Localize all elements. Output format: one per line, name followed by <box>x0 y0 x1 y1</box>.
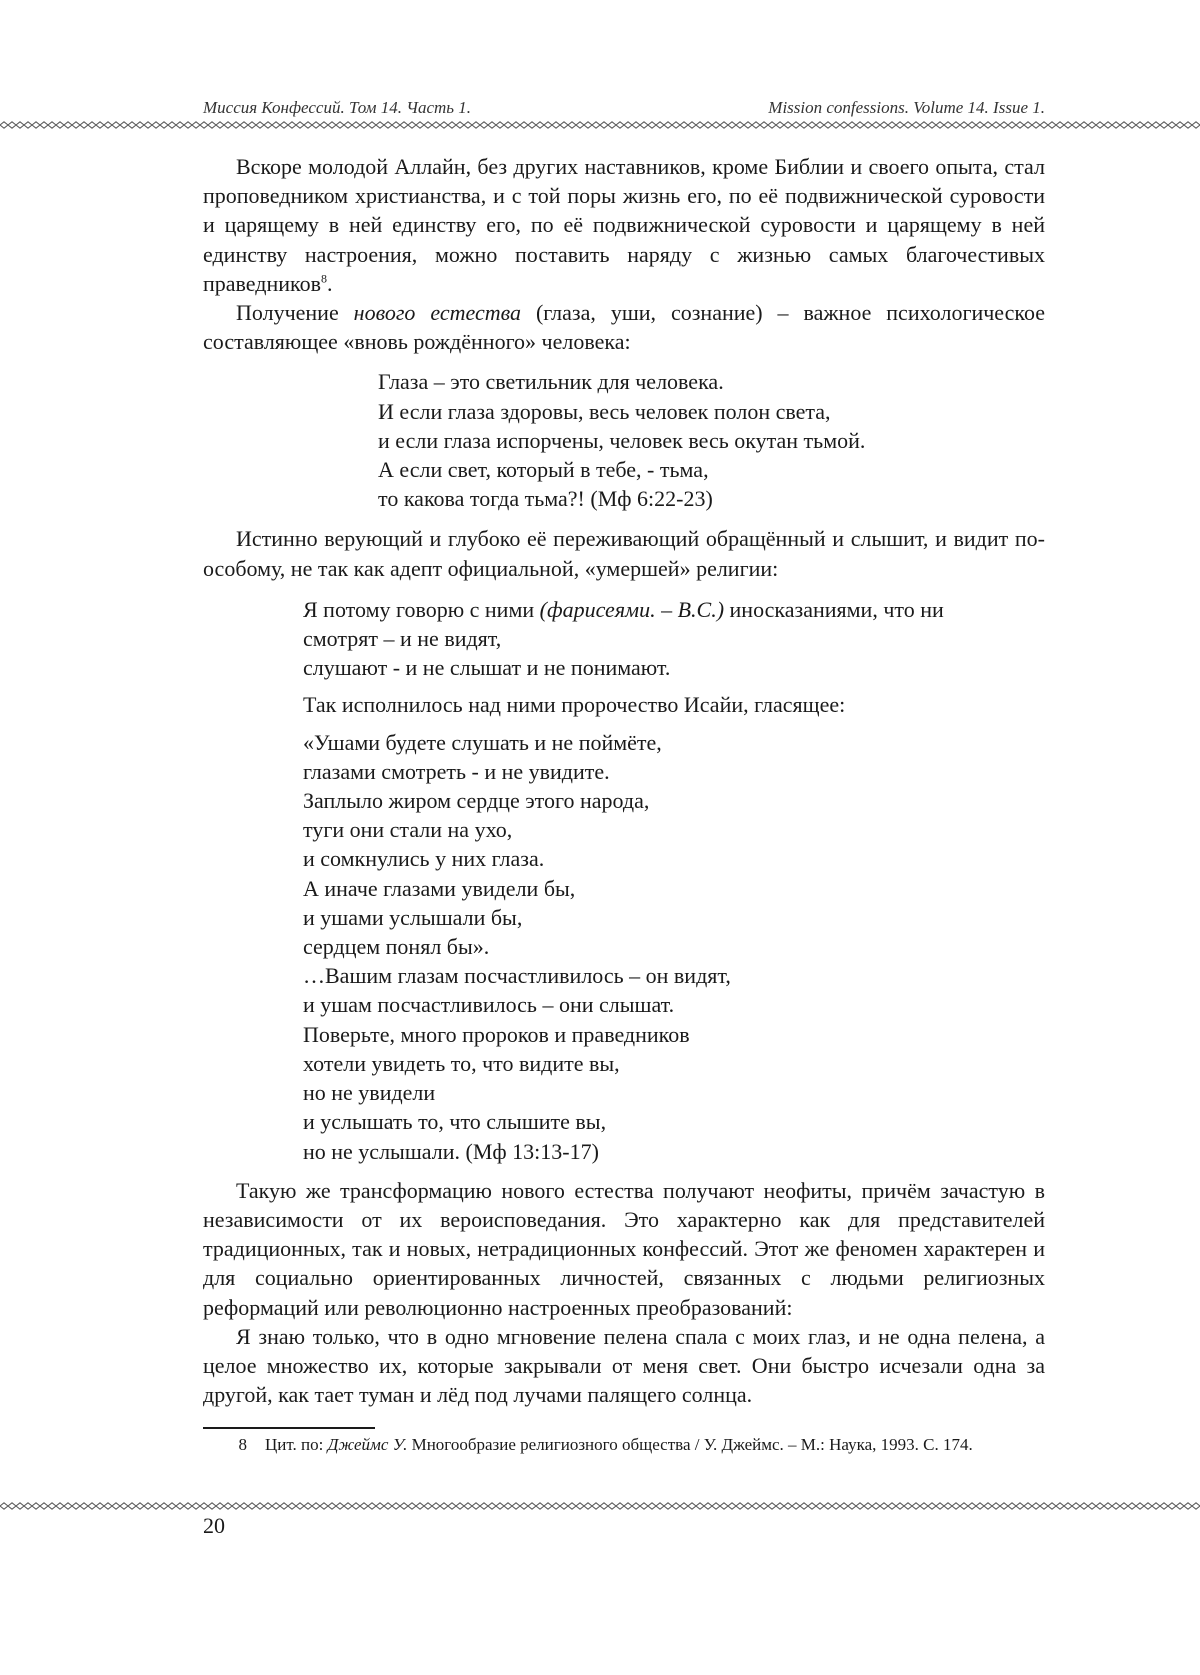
header-ornament-rule <box>0 121 1200 129</box>
verse-line: и ушам посчастливилось – они слышат. <box>303 992 675 1018</box>
page-number: 20 <box>203 1513 225 1538</box>
verse-line: то какова тогда тьма?! (Мф 6:22-23) <box>378 486 713 512</box>
verse-line: глазами смотреть - и не увидите. <box>303 758 610 784</box>
verse-line: и ушами услышали бы, <box>303 904 523 930</box>
header-journal-en: Mission confessions. Volume 14. Issue 1. <box>768 98 1045 117</box>
verse-line: «Ушами будете слушать и не поймёте, <box>303 729 662 755</box>
verse-line: но не увидели <box>303 1080 436 1106</box>
footnote-reference[interactable]: 8 <box>320 271 327 286</box>
verse-line: Так исполнилось над ними пророчество Исайи, гласящее: <box>303 692 846 718</box>
verse-line: Заплыло жиром сердце этого народа, <box>303 788 650 814</box>
verse-line: Поверьте, много пророков и праведников <box>303 1021 690 1047</box>
verse-line: …Вашим глазам посчастливилось – он видят, <box>303 963 731 989</box>
verse-line: А если свет, который в тебе, - тьма, <box>378 457 709 483</box>
running-header <box>203 98 1045 122</box>
paragraph-4: Такую же трансформацию нового естества получают неофиты, причём зачастую в независимости от их вероисповедания. Это характерно как для представителей традиционных, так и новых, нетрадиционных конфессий. Этот же феномен характерен и для социально ориентированных личностей, связанных с людьми религиозных реформаций или революционно настроенных преобразований: <box>203 1177 1045 1320</box>
verse-line: хотели увидеть то, что видите вы, <box>303 1050 620 1076</box>
footer-ornament-rule <box>0 1502 1200 1510</box>
verse-line: слушают - и не слышат и не понимают. <box>303 655 671 681</box>
verse-line: смотрят – и не видят, <box>303 626 502 652</box>
body-text <box>203 152 1045 1409</box>
verse-line: туги они стали на ухо, <box>303 817 513 843</box>
footnote-separator <box>203 1427 375 1429</box>
verse-line: А иначе глазами увидели бы, <box>303 875 576 901</box>
verse-line: и если глаза испорчены, человек весь окутан тьмой. <box>378 427 866 453</box>
header-journal-ru: Миссия Конфессий. Том 14. Часть 1. <box>203 98 472 117</box>
verse-line: но не услышали. (Мф 13:13-17) <box>303 1138 599 1164</box>
verse-line: и услышать то, что слышите вы, <box>303 1109 607 1135</box>
verse-line: и сомкнулись у них глаза. <box>303 846 545 872</box>
quotation-matthew-6 <box>378 367 1045 513</box>
footnote-number: 8 <box>238 1435 247 1454</box>
verse-line: Глаза – это светильник для человека. <box>378 369 724 395</box>
quotation-matthew-13 <box>303 595 1045 1166</box>
verse-line: сердцем понял бы». <box>303 934 490 960</box>
verse-line: И если глаза здоровы, весь человек полон света, <box>378 398 831 424</box>
paragraph-1: Вскоре молодой Аллайн, без других наставников, кроме Библии и своего опыта, стал проповедником христианства, и с той поры жизнь его, по её подвижнической суровости и царящему в ней единству его, по её подвижнической суровости и царящему в ней единству настроения, можно поставить наряду с жизнью самых благочестивых праведников$^8$. <box>203 154 1045 296</box>
paragraph-3: Истинно верующий и глубоко её переживающий обращённый и слышит, и видит по-особому, не так как адепт официальной, «умершей» религии: <box>203 526 1045 581</box>
verse-line: Я потому говорю с ними (фарисеями. – В.С.) иносказаниями, что ни <box>303 596 944 622</box>
footnote: 8 Цит. по: Джеймс У. Многообразие религиозного общества / У. Джеймс. – М.: Наука, 1993. С. 174. <box>203 1433 1045 1457</box>
paragraph-5: Я знаю только, что в одно мгновение пелена спала с моих глаз, и не одна пелена, а целое множество их, которые закрывали от меня свет. Они быстро исчезали одна за другой, как тает туман и лёд под лучами палящего солнца. <box>203 1323 1045 1408</box>
paragraph-2: Получение нового естества (глаза, уши, сознание) – важное психологическое составляющее «вновь рождённого» человека: <box>203 300 1045 355</box>
